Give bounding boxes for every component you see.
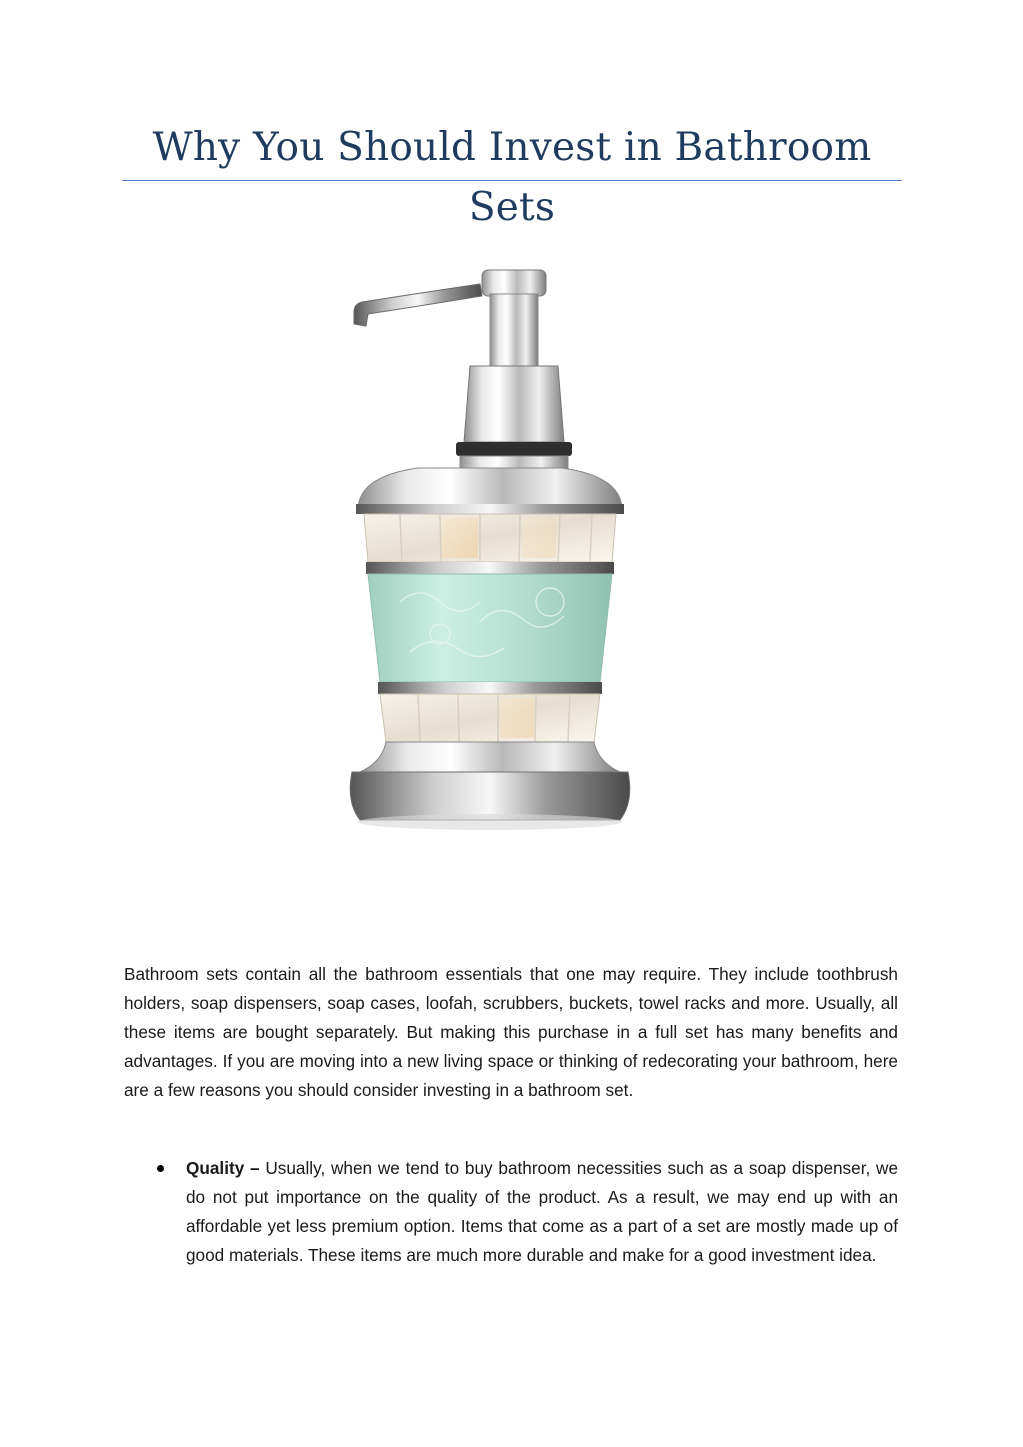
title-underline xyxy=(122,180,902,181)
list-item xyxy=(124,1154,898,1270)
intro-paragraph: Bathroom sets contain all the bathroom essentials that one may require. They include toothbrush holders, soap dispensers, soap cases, loofah, scrubbers, buckets, towel racks and more. Usually, all these items are bought separately. But making this purchase in a full set has many benefits and advantages. If you are moving into a new living space or thinking of redecorating your bathroom, here are a few reasons you should consider investing in a bathroom set. xyxy=(124,964,898,1100)
bullet-term: Quality – xyxy=(186,1158,260,1178)
bullet-text: Usually, when we tend to buy bathroom necessities such as a soap dispenser, we do not put importance on the quality of the product. As a result, we may end up with an affordable yet less premium option. Items that come as a part of a set are mostly made up of good materials. These items are much more durable and make for a good investment idea. xyxy=(186,1158,898,1265)
bullet-icon xyxy=(157,1165,164,1172)
page-title: Why You Should Invest in Bathroom Sets xyxy=(152,125,872,230)
benefits-list xyxy=(124,1154,898,1270)
soap-dispenser-image xyxy=(330,262,650,842)
